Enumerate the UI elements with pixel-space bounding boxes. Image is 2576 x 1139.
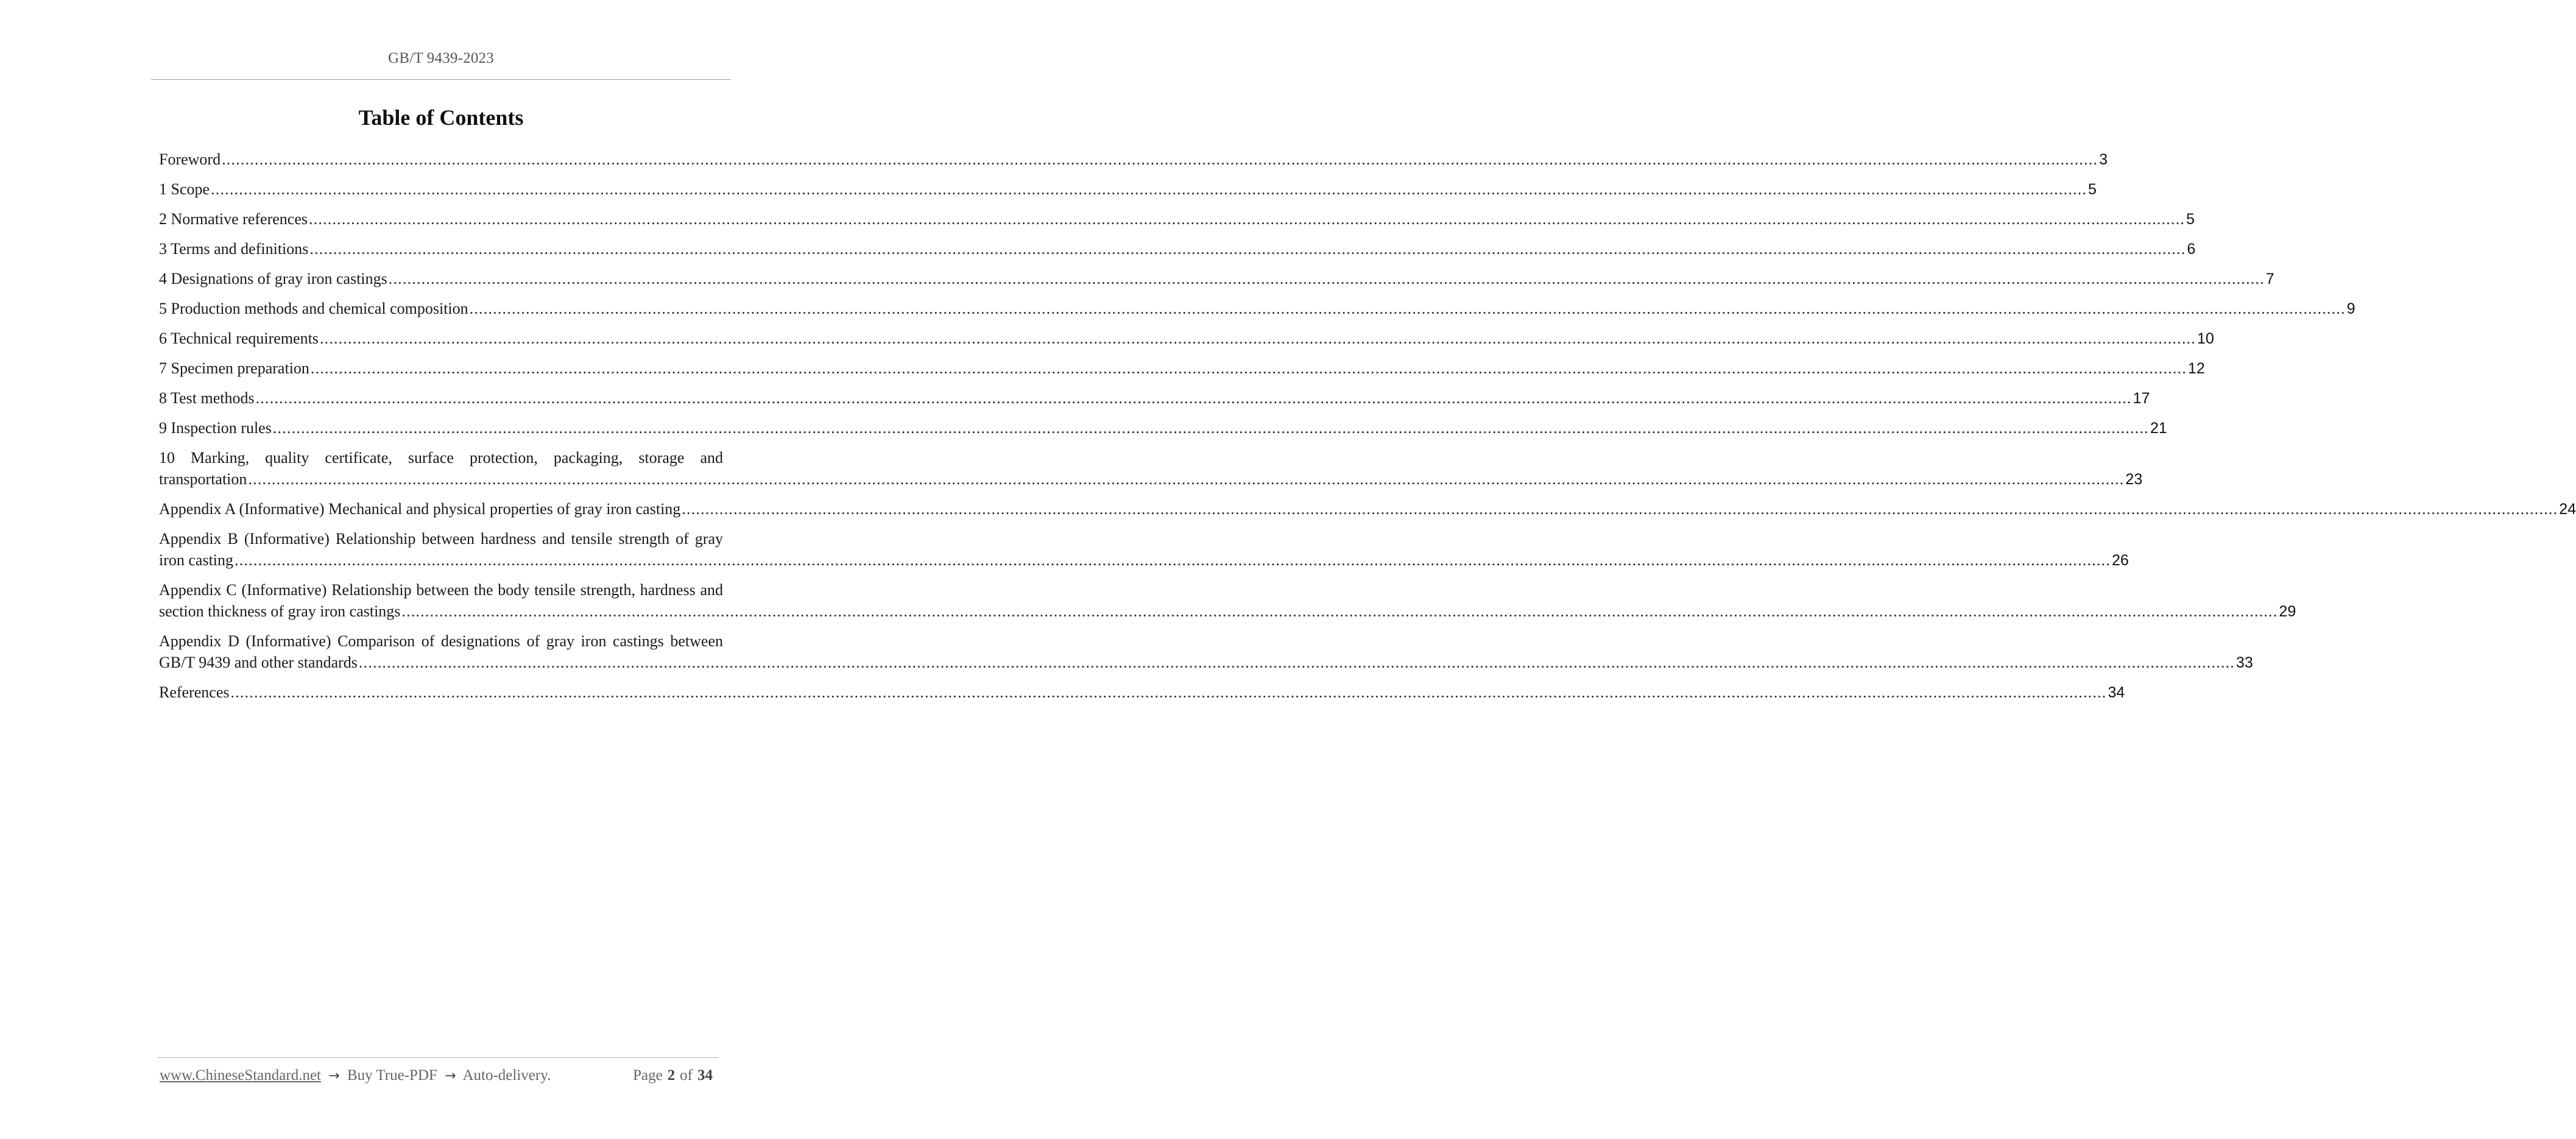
toc-entry-label-line1: Appendix C (Informative) Relationship between the body tensile strength, hardness and bbox=[159, 581, 723, 599]
dot-leader: ................................................................................................................................................................................................................................................................................................................................................................................................................ bbox=[682, 500, 2558, 518]
page-word: Page bbox=[633, 1067, 663, 1084]
toc-entry-label: 1 Scope bbox=[159, 180, 210, 198]
dot-leader: ................................................................................................................................................................................................................................................................................................................................................................................................................ bbox=[211, 180, 2087, 198]
dot-leader: ................................................................................................................................................................................................................................................................................................................................................................................................................ bbox=[309, 240, 2186, 258]
toc-entry-page: 24 bbox=[2559, 501, 2576, 518]
page-footer bbox=[160, 1067, 718, 1084]
toc-entry-page: 6 bbox=[2187, 241, 2196, 258]
toc-list bbox=[159, 149, 2576, 711]
dot-leader: ................................................................................................................................................................................................................................................................................................................................................................................................................ bbox=[255, 389, 2132, 407]
toc-entry-label: 2 Normative references bbox=[159, 210, 308, 228]
right-arrow-icon: → bbox=[328, 1068, 340, 1084]
toc-entry-label: 9 Inspection rules bbox=[159, 419, 272, 437]
dot-leader: ................................................................................................................................................................................................................................................................................................................................................................................................................ bbox=[469, 300, 2346, 317]
footer-step-buy: Buy True-PDF bbox=[347, 1067, 437, 1084]
footer-step-delivery: Auto-delivery. bbox=[462, 1067, 551, 1084]
dot-leader: ................................................................................................................................................................................................................................................................................................................................................................................................................ bbox=[310, 359, 2187, 377]
dot-leader: ................................................................................................................................................................................................................................................................................................................................................................................................................ bbox=[230, 683, 2107, 701]
toc-entry-label: Foreword bbox=[159, 150, 221, 168]
toc-title: Table of Contents bbox=[358, 105, 524, 130]
toc-entry-designations[interactable] bbox=[159, 268, 2274, 290]
toc-entry-references[interactable] bbox=[159, 682, 2125, 704]
toc-entry-marking[interactable] bbox=[159, 447, 2143, 490]
toc-entry-appendix-c[interactable] bbox=[159, 579, 2296, 622]
toc-entry-page: 5 bbox=[2088, 181, 2097, 198]
toc-entry-normative-references[interactable] bbox=[159, 208, 2195, 230]
dot-leader: ................................................................................................................................................................................................................................................................................................................................................................................................................ bbox=[248, 470, 2125, 488]
toc-entry-appendix-a[interactable] bbox=[159, 498, 2576, 520]
page-of-word: of bbox=[680, 1067, 693, 1084]
dot-leader: ................................................................................................................................................................................................................................................................................................................................................................................................................ bbox=[358, 654, 2235, 671]
toc-entry-specimen-preparation[interactable] bbox=[159, 358, 2205, 379]
toc-entry-appendix-b[interactable] bbox=[159, 528, 2129, 571]
toc-entry-line2 bbox=[159, 549, 2129, 571]
toc-entry-label-line1: Appendix B (Informative) Relationship between hardness and tensile strength of gray bbox=[159, 530, 723, 548]
toc-entry-label: 4 Designations of gray iron castings bbox=[159, 270, 387, 287]
dot-leader: ................................................................................................................................................................................................................................................................................................................................................................................................................ bbox=[308, 210, 2185, 228]
toc-entry-label: 3 Terms and definitions bbox=[159, 240, 309, 258]
toc-entry-label: 5 Production methods and chemical composition bbox=[159, 300, 468, 317]
toc-entry-label: References bbox=[159, 683, 230, 701]
right-arrow-icon: → bbox=[445, 1068, 456, 1084]
toc-entry-page: 5 bbox=[2186, 211, 2195, 228]
dot-leader: ................................................................................................................................................................................................................................................................................................................................................................................................................ bbox=[222, 150, 2098, 168]
toc-entry-page: 10 bbox=[2197, 330, 2214, 347]
toc-entry-page: 7 bbox=[2265, 270, 2274, 287]
toc-entry-page: 17 bbox=[2133, 390, 2150, 407]
page-indicator bbox=[633, 1067, 718, 1084]
toc-entry-page: 29 bbox=[2279, 603, 2296, 620]
toc-entry-label-line1: 10 Marking, quality certificate, surface protection, packaging, storage and bbox=[159, 449, 723, 467]
footer-left bbox=[160, 1067, 551, 1084]
toc-entry-foreword[interactable] bbox=[159, 149, 2108, 171]
dot-leader: ................................................................................................................................................................................................................................................................................................................................................................................................................ bbox=[388, 270, 2265, 287]
toc-entry-page: 26 bbox=[2112, 552, 2129, 569]
toc-entry-label: 8 Test methods bbox=[159, 389, 255, 407]
toc-entry-label-line2: GB/T 9439 and other standards bbox=[159, 654, 358, 671]
toc-entry-page: 21 bbox=[2150, 420, 2167, 437]
current-page-number: 2 bbox=[667, 1067, 676, 1084]
toc-entry-page: 3 bbox=[2099, 151, 2108, 168]
toc-entry-line2 bbox=[159, 468, 2143, 490]
toc-entry-inspection-rules[interactable] bbox=[159, 417, 2167, 439]
toc-entry-line2 bbox=[159, 652, 2253, 674]
total-page-count: 34 bbox=[697, 1067, 713, 1084]
dot-leader: ................................................................................................................................................................................................................................................................................................................................................................................................................ bbox=[272, 419, 2149, 437]
toc-entry-scope[interactable] bbox=[159, 178, 2097, 200]
toc-entry-label: Appendix A (Informative) Mechanical and physical properties of gray iron casting bbox=[159, 500, 681, 518]
toc-entry-appendix-d[interactable] bbox=[159, 630, 2253, 674]
toc-entry-label-line1: Appendix D (Informative) Comparison of designations of gray iron castings between bbox=[159, 632, 723, 650]
toc-entry-line2 bbox=[159, 601, 2296, 622]
document-id-header: GB/T 9439-2023 bbox=[388, 50, 494, 66]
header-divider bbox=[151, 79, 731, 80]
toc-entry-page: 12 bbox=[2187, 360, 2205, 377]
toc-entry-page: 23 bbox=[2125, 471, 2143, 488]
dot-leader: ................................................................................................................................................................................................................................................................................................................................................................................................................ bbox=[235, 551, 2111, 569]
toc-entry-label: 7 Specimen preparation bbox=[159, 359, 309, 377]
dot-leader: ................................................................................................................................................................................................................................................................................................................................................................................................................ bbox=[319, 330, 2196, 347]
toc-entry-page: 9 bbox=[2346, 300, 2355, 317]
toc-entry-page: 33 bbox=[2235, 654, 2253, 671]
toc-entry-technical-requirements[interactable] bbox=[159, 328, 2214, 350]
toc-entry-test-methods[interactable] bbox=[159, 387, 2150, 409]
toc-entry-page: 34 bbox=[2108, 684, 2125, 701]
toc-entry-label: 6 Technical requirements bbox=[159, 330, 319, 347]
toc-entry-label-line2: iron casting bbox=[159, 551, 234, 569]
site-link[interactable]: www.ChineseStandard.net bbox=[160, 1067, 321, 1084]
toc-entry-label-line2: transportation bbox=[159, 470, 247, 488]
toc-entry-production-methods[interactable] bbox=[159, 298, 2355, 320]
toc-entry-terms-and-definitions[interactable] bbox=[159, 238, 2196, 260]
dot-leader: ................................................................................................................................................................................................................................................................................................................................................................................................................ bbox=[401, 602, 2278, 620]
toc-entry-label-line2: section thickness of gray iron castings bbox=[159, 602, 401, 620]
footer-divider bbox=[157, 1057, 719, 1058]
